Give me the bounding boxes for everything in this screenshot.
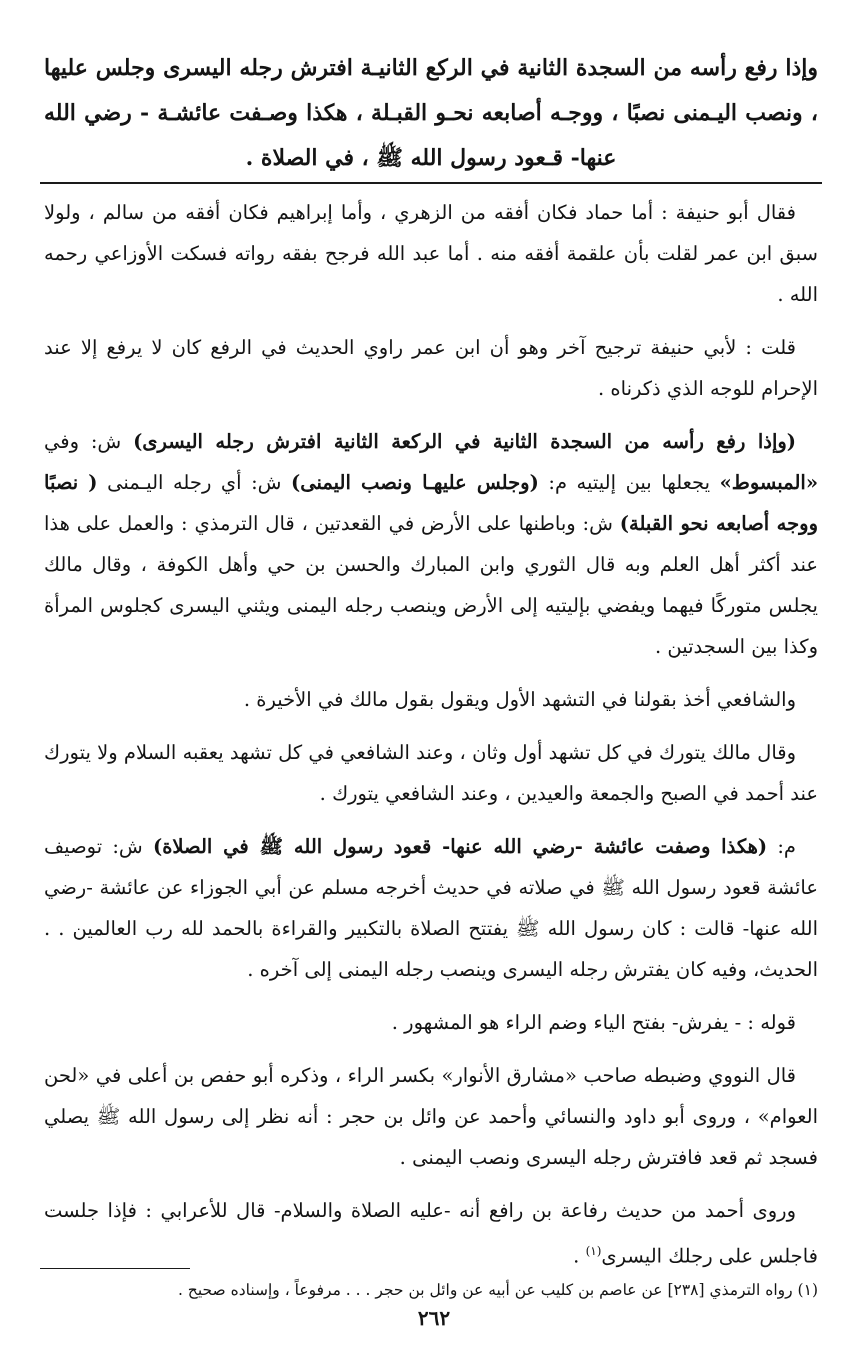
- commentary-text: يجعلها بين إليتيه م:: [538, 471, 720, 494]
- paragraph-2: قلت : لأبي حنيفة ترجيح آخر وهو أن ابن عمر راوي الحديث في الرفع كان لا يرفع إلا عند الإحرام للوجه الذي ذكرناه .: [44, 336, 818, 400]
- quoted-matn: (وإذا رفع رأسه من السجدة الثانية في الركعة الثانية افترش رجله اليسرى): [133, 430, 796, 453]
- matn-text: وإذا رفع رأسه من السجدة الثانية في الركع الثانيـة افترش رجله اليسرى وجلس عليها ، ونصب اليـمنى نصبًا ، ووجـه أصابعه نحـو القبـلة ، هكذا وصـفت عائشـة - رضي الله عنها- قـعود رسول الله ﷺ ، في الصلاة .: [44, 55, 818, 171]
- commentary-text: وروى أحمد من حديث رفاعة بن رافع أنه -عليه الصلاة والسلام- قال للأعرابي : فإذا جلست فاجلس على رجلك اليسرى: [44, 1199, 818, 1268]
- commentary-text: .: [573, 1244, 586, 1268]
- page-number: ٢٦٢: [417, 1306, 451, 1330]
- commentary-body: [44, 192, 818, 1289]
- commentary-text: ش: وفي: [44, 430, 134, 453]
- matn-marker: م:: [767, 835, 796, 858]
- paragraph-1: فقال أبو حنيفة : أما حماد فكان أفقه من الزهري ، وأما إبراهيم فكان أفقه من سالم ، ولولا سبق ابن عمر لقلت بأن علقمة أفقه منه . أما عبد الله فرجح بفقه رواته فسكت الأوزاعي رحمه الله .: [44, 201, 818, 306]
- paragraph-6: [44, 826, 818, 990]
- quoted-matn: (هكذا وصفت عائشة -رضي الله عنها- قعود رسول الله ﷺ في الصلاة): [152, 835, 768, 858]
- quoted-matn: (وجلس عليهـا ونصب اليمنى): [291, 471, 539, 494]
- commentary-text: ش: وباطنها على الأرض في القعدتين ، قال الترمذي : والعمل على هذا عند أكثر أهل العلم وبه قال الثوري وابن المبارك والحسن بن حي وأهل الكوفة ، وقال مالك يجلس متوركًا فيهما ويفضي بإليتيه إلى الأرض وينصب رجله اليمنى ويثني اليسرى كجلوس المرأة وكذا بين السجدتين .: [44, 512, 818, 658]
- footnote-reference[interactable]: (١): [585, 1244, 602, 1258]
- paragraph-4: والشافعي أخذ بقولنا في التشهد الأول ويقول بقول مالك في الأخيرة .: [243, 688, 796, 711]
- book-title: «المبسوط»: [719, 471, 819, 494]
- commentary-text: ش: أي رجله اليـمنى: [97, 471, 292, 494]
- footnote: (١) رواه الترمذي [٢٣٨] عن عاصم بن كليب عن أبيه عن وائل بن حجر . . . مرفوعاً ، وإسناده صحيح .: [177, 1281, 818, 1299]
- paragraph-9: [44, 1190, 818, 1277]
- paragraph-5: وقال مالك يتورك في كل تشهد أول وثان ، وعند الشافعي في كل تشهد يعقبه السلام ولا يتورك عند أحمد في الصبح والجمعة والعيدين ، وعند الشافعي يتورك .: [44, 741, 818, 805]
- quoted-matn: ( نصبًا ووجه أصابعه نحو القبلة): [44, 471, 819, 535]
- commentary-text: ش: توصيف عائشة قعود رسول الله ﷺ في صلاته في حديث أخرجه مسلم عن أبي الجوزاء عن عائشة -رضي الله عنها- قالت : كان رسول الله ﷺ يفتتح الصلاة بالتكبير والقراءة بالحمد لله رب العالمين . . الحديث، وفيه كان يفترش رجله اليسرى وينصب رجله اليمنى إلى آخره .: [44, 835, 818, 981]
- paragraph-8: قال النووي وضبطه صاحب «مشارق الأنوار» بكسر الراء ، وذكره أبو حفص بن أعلى في «لحن العوام» ، وروى أبو داود والنسائي وأحمد عن وائل بن حجر : أنه نظر إلى رسول الله ﷺ يصلي فسجد ثم قعد فافترش رجله اليسرى ونصب اليمنى .: [44, 1064, 818, 1169]
- footnote-divider: [40, 1268, 190, 1269]
- paragraph-7: قوله : - يفرش- بفتح الياء وضم الراء هو المشهور .: [391, 1011, 796, 1034]
- paragraph-3: [44, 421, 818, 667]
- matn-divider: [40, 182, 822, 184]
